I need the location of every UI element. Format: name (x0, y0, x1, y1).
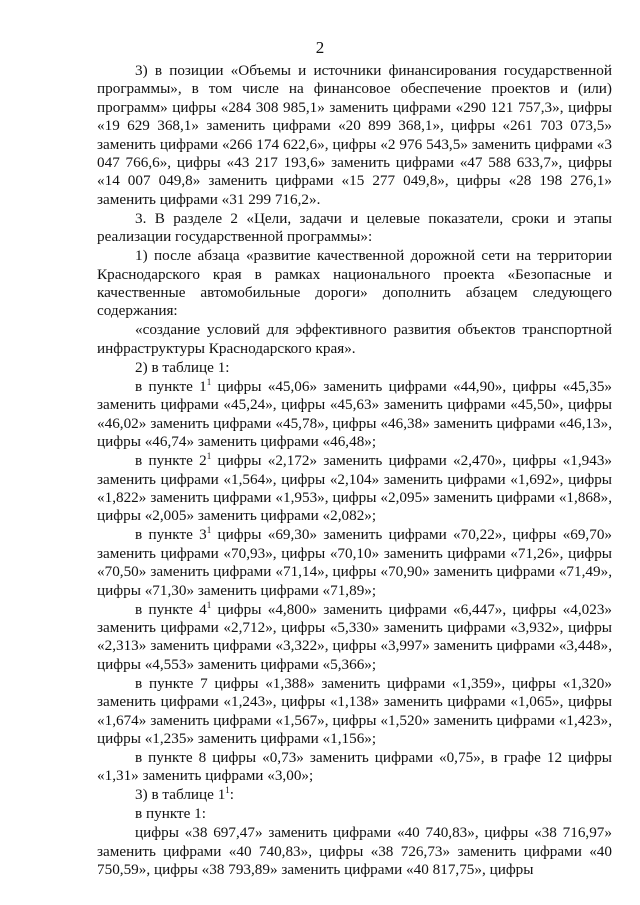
paragraph-point-3-1 (97, 526, 612, 600)
paragraph-funding-volumes: 3) в позиции «Объемы и источники финансирования государственной программы», в том числе на финансовое обеспечение проектов и (или) программ» цифры «284 308 985,1» заменить цифрами «290 121 757,3», цифры «19 629 368,1» заменить цифрами «20 899 368,1», цифры «261 703 073,5» заменить цифрами «266 174 622,6», цифры «2 976 543,5» заменить цифрами «3 047 766,6», цифры «43 217 193,6» заменить цифрами «47 588 633,7», цифры «14 007 049,8» заменить цифрами «15 277 049,8», цифры «28 198 276,1» заменить цифрами «31 299 716,2». (97, 62, 612, 208)
superscript: 1 (206, 599, 212, 610)
paragraph-point-4-1 (97, 601, 612, 675)
page-number: 2 (315, 38, 325, 57)
paragraph-item-1-abzac: 1) после абзаца «развитие качественной дорожной сети на территории Краснодарского края в рамках национального проекта «Безопасные и качественные автомобильные дороги» дополнить абзацем следующего содержания: (97, 247, 612, 320)
point-label: в пункте 1 (135, 377, 207, 395)
superscript: 1 (206, 451, 212, 462)
paragraph-new-abzac-text: «создание условий для эффективного развития объектов транспортной инфраструктуры Краснодарского края». (97, 321, 612, 357)
point-text: цифры «69,30» заменить цифрами «70,22», цифры «69,70» заменить цифрами «70,93», цифры «70,10» заменить цифрами «71,26», цифры «70,50» заменить цифрами «71,14», цифры «70,90» заменить цифрами «71,49», цифры «71,30» заменить цифрами «71,89»; (97, 526, 613, 599)
superscript: 1 (206, 525, 212, 536)
colon: : (229, 786, 235, 804)
point-text: цифры «45,06» заменить цифрами «44,90», цифры «45,35» заменить цифрами «45,24», цифры «45,63» заменить цифрами «45,50», цифры «46,02» заменить цифрами «45,78», цифры «46,38» заменить цифрами «46,13», цифры «46,74» заменить цифрами «46,48»; (97, 377, 613, 451)
paragraph-point-7: в пункте 7 цифры «1,388» заменить цифрами «1,359», цифры «1,320» заменить цифрами «1,243», цифры «1,138» заменить цифрами «1,065», цифры «1,674» заменить цифрами «1,567», цифры «1,520» заменить цифрами «1,423», цифры «1,235» заменить цифрами «1,156»; (97, 674, 612, 747)
point-text: цифры «2,172» заменить цифрами «2,470», цифры «1,943» заменить цифрами «1,564», цифры «2,104» заменить цифрами «1,692», цифры «1,822» заменить цифрами «1,953», цифры «2,095» заменить цифрами «1,868», цифры «2,005» заменить цифрами «2,082»; (97, 452, 613, 525)
superscript: 1 (225, 785, 230, 796)
paragraph-table-1-1-heading (97, 786, 612, 804)
superscript: 1 (206, 376, 212, 387)
paragraph-point-8: в пункте 8 цифры «0,73» заменить цифрами «0,75», в графе 12 цифры «1,31» заменить цифрами «3,00»; (97, 748, 612, 785)
paragraph-section-2: 3. В разделе 2 «Цели, задачи и целевые показатели, сроки и этапы реализации государственной программы»: (97, 209, 612, 246)
point-label: в пункте 3 (135, 526, 207, 544)
document-body (97, 62, 612, 880)
paragraph-point-1-1 (97, 378, 612, 452)
paragraph-point-1-heading: в пункте 1: (135, 805, 206, 823)
table-label: 3) в таблице 1 (135, 786, 226, 804)
point-label: в пункте 2 (135, 452, 207, 470)
paragraph-point-2-1 (97, 452, 612, 526)
point-label: в пункте 4 (135, 600, 207, 618)
point-text: цифры «4,800» заменить цифрами «6,447», цифры «4,023» заменить цифрами «2,712», цифры «5,330» заменить цифрами «3,932», цифры «2,313» заменить цифрами «3,322», цифры «3,997» заменить цифрами «3,448», цифры «4,553» заменить цифрами «5,366»; (97, 600, 613, 673)
paragraph-table-1-heading: 2) в таблице 1: (135, 358, 230, 376)
paragraph-point-1-figures: цифры «38 697,47» заменить цифрами «40 740,83», цифры «38 716,97» заменить цифрами «40 740,83», цифры «38 726,73» заменить цифрами «40 750,59», цифры «38 793,89» заменить цифрами «40 817,75», цифры (97, 824, 612, 879)
